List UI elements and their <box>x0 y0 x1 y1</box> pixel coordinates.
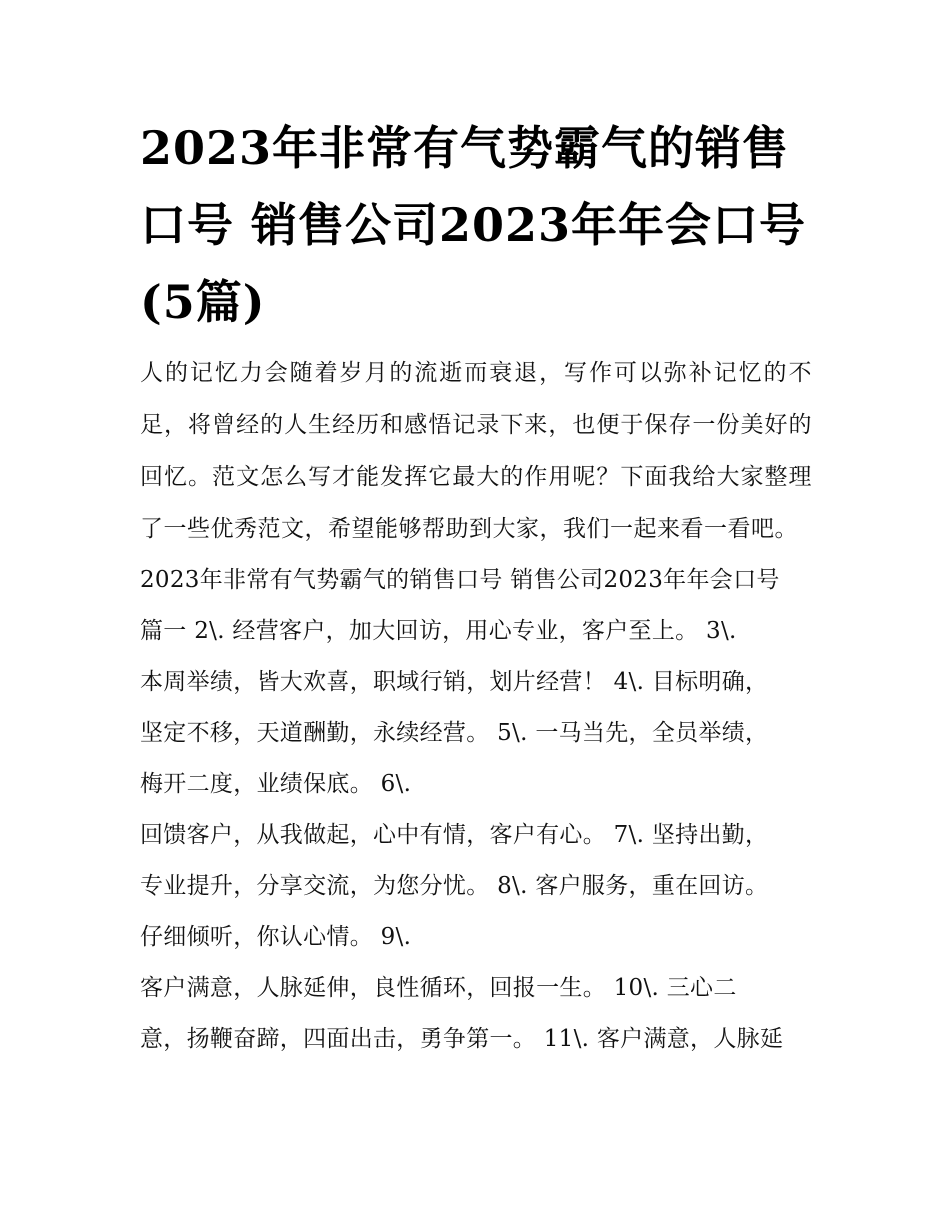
body-line: 专业提升，分享交流，为您分忧。 8\. 客户服务，重在回访。 <box>140 873 769 899</box>
document-title: 2023年非常有气势霸气的销售口号 销售公司2023年年会口号(5篇) <box>140 121 807 329</box>
body-line: 客户满意，人脉延伸，良性循环，回报一生。 10\. 三心二 <box>140 975 737 1001</box>
document-page <box>140 110 812 1065</box>
body-text <box>140 555 812 1065</box>
body-line: 意，扬鞭奋蹄，四面出击，勇争第一。 11\. 客户满意，人脉延 <box>140 1026 784 1052</box>
body-line: 梅开二度，业绩保底。 6\. <box>140 771 412 797</box>
body-line: 坚定不移，天道酬勤，永续经营。 5\. 一马当先，全员举绩， <box>140 720 769 746</box>
body-line: 回馈客户，从我做起，心中有情，客户有心。 7\. 坚持出勤， <box>140 822 769 848</box>
body-line: 篇一 2\. 经营客户，加大回访，用心专业，客户至上。 3\. <box>140 618 737 644</box>
body-line: 仔细倾听，你认心情。 9\. <box>140 924 412 950</box>
body-line: 2023年非常有气势霸气的销售口号 销售公司2023年年会口号 <box>140 567 780 593</box>
body-line: 本周举绩，皆大欢喜，职域行销，划片经营！ 4\. 目标明确， <box>140 669 769 695</box>
intro-paragraph: 人的记忆力会随着岁月的流逝而衰退，写作可以弥补记忆的不足，将曾经的人生经历和感悟记录下来，也便于保存一份美好的回忆。范文怎么写才能发挥它最大的作用呢？下面我给大家整理了一些优秀范文，希望能够帮助到大家，我们一起来看一看吧。 <box>140 360 812 542</box>
